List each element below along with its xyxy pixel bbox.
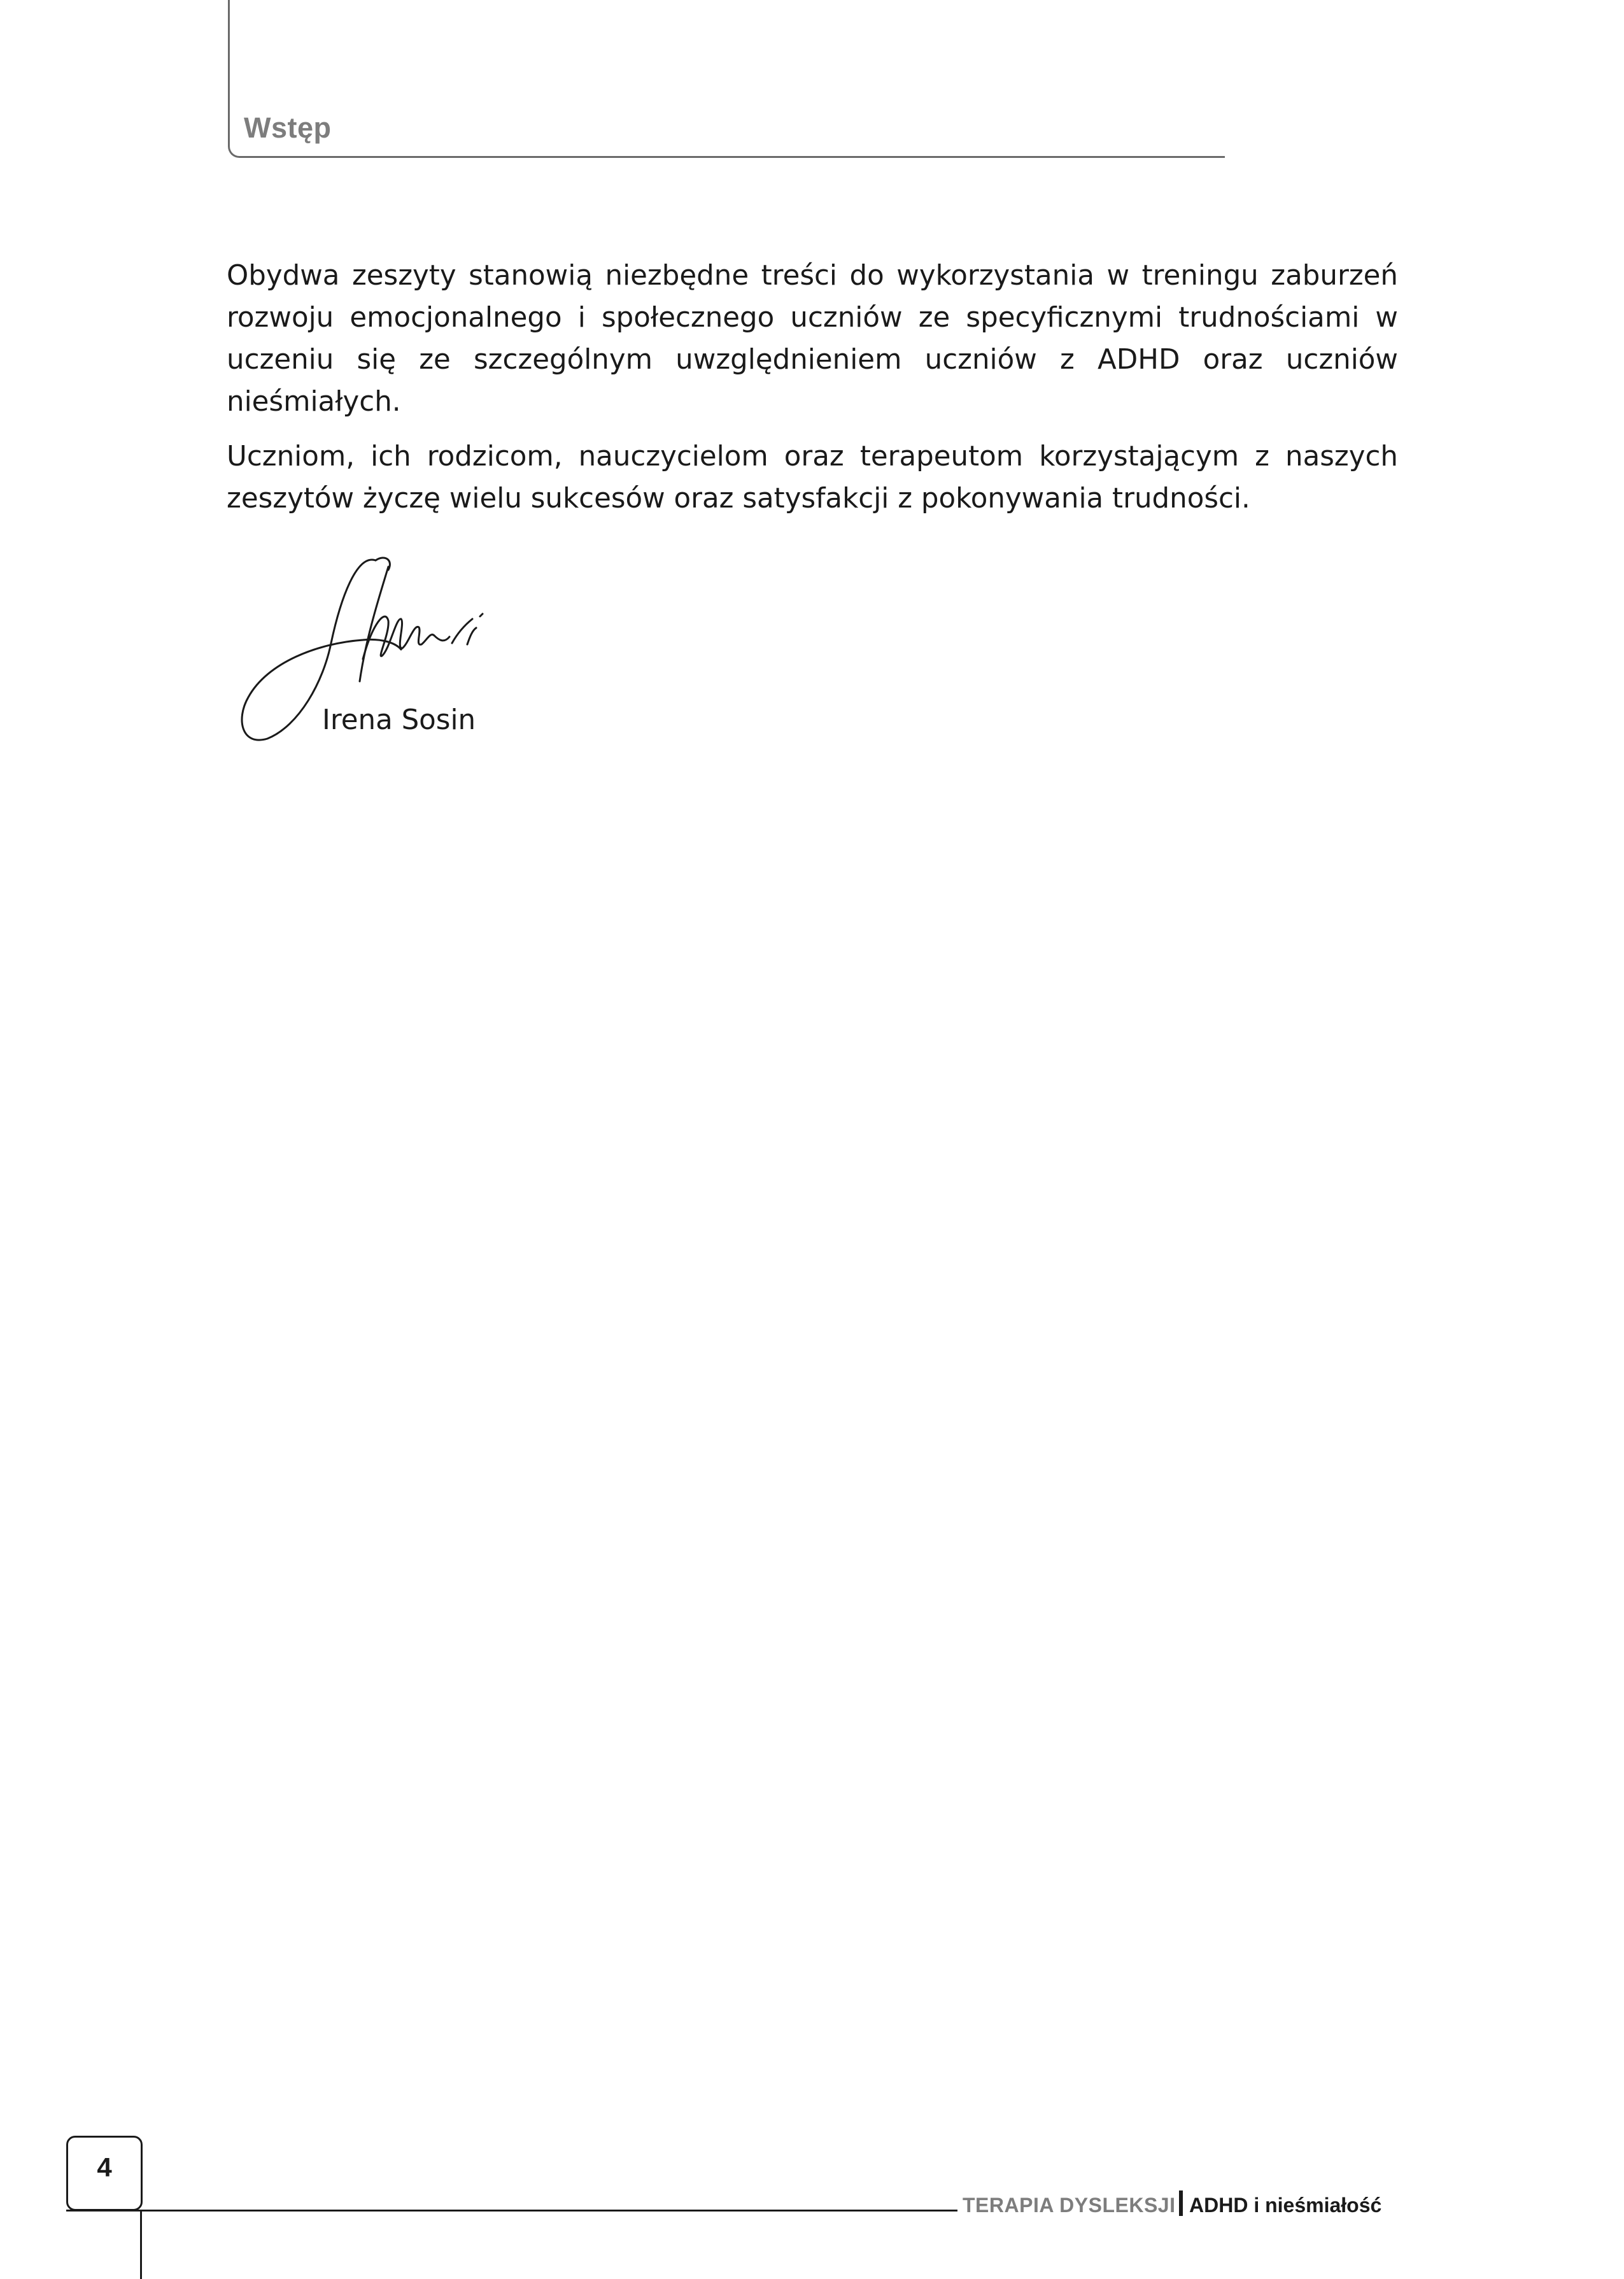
- footer-vertical-line: [140, 2210, 142, 2279]
- footer-series-title: TERAPIA DYSLEKSJI: [963, 2194, 1176, 2217]
- body-text: [227, 255, 1398, 532]
- signer-name: Irena Sosin: [322, 704, 476, 736]
- footer-book-title: ADHD i nieśmiałość: [1189, 2194, 1382, 2217]
- header-frame: [228, 0, 1225, 158]
- footer-separator: [1179, 2190, 1183, 2216]
- paragraph-1: Obydwa zeszyty stanowią niezbędne treści do wykorzystania w treningu zaburzeń rozwoju emocjonalnego i społecznego uczniów ze specyficznymi trudnościami w uczeniu się ze szczególnym uwzględnieniem uczniów z ADHD oraz uczniów nieśmiałych.: [227, 260, 1398, 418]
- section-title: Wstęp: [244, 111, 332, 144]
- footer-rule: [66, 2210, 957, 2212]
- page-number-tab: [66, 2136, 143, 2211]
- page-number: 4: [97, 2152, 112, 2182]
- paragraph-2: Uczniom, ich rodzicom, nauczycielom oraz terapeutom korzystającym z naszych zeszytów życzę wielu sukcesów oraz satysfakcji z pokonywania trudności.: [227, 441, 1398, 515]
